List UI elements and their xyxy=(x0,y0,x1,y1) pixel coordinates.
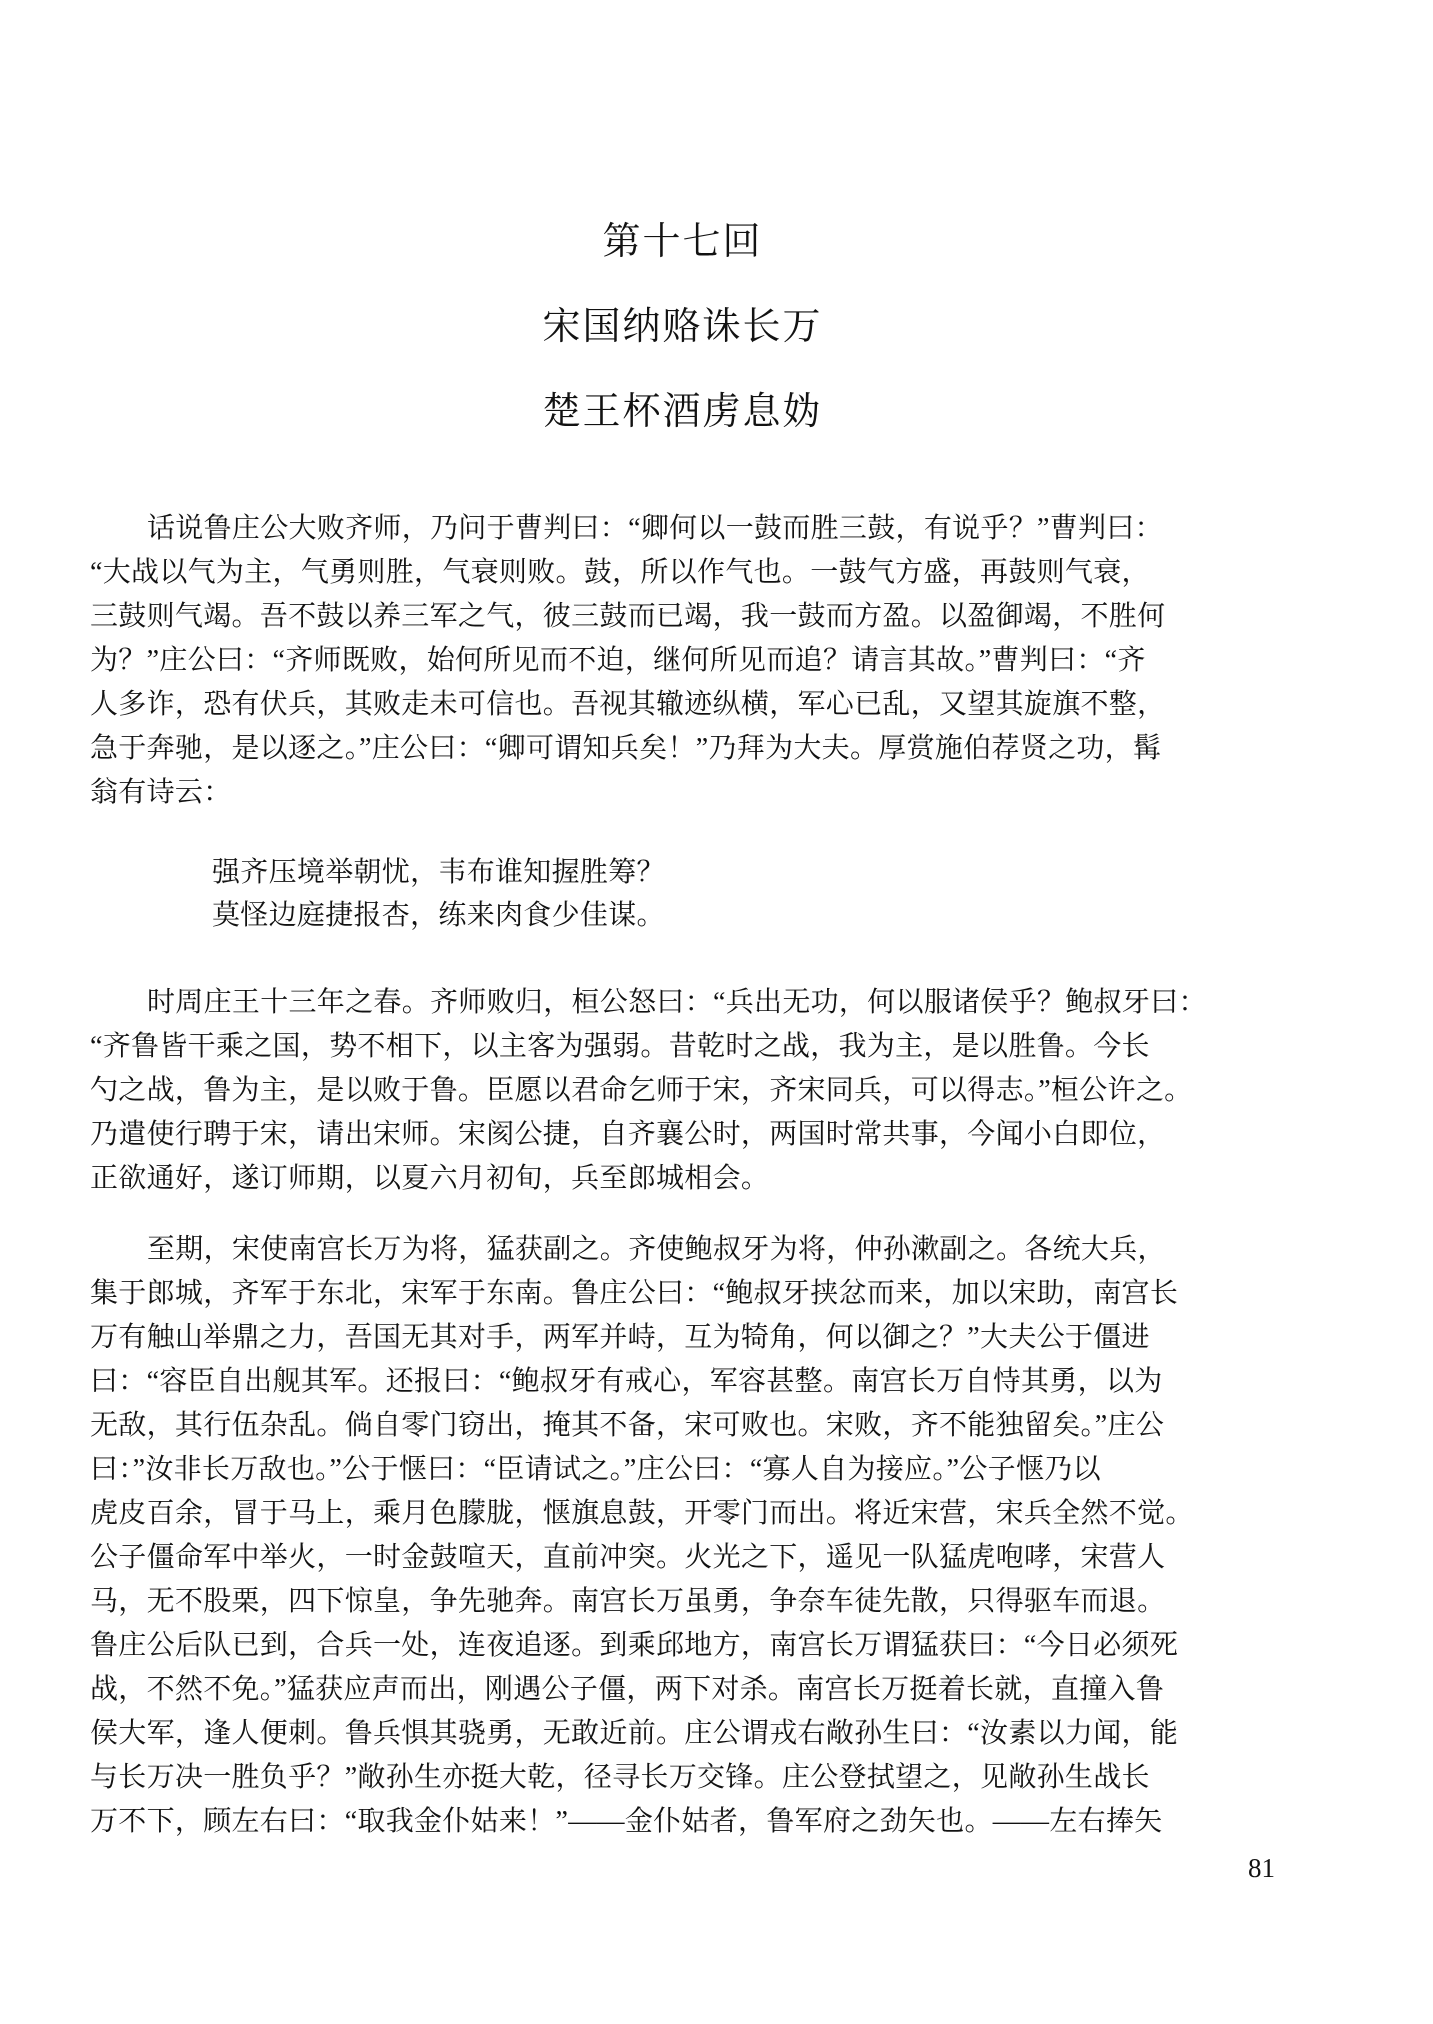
text-line: 无敌，其行伍杂乱。倘自零门窃出，掩其不备，宋可败也。宋败，齐不能独留矣。”庄公 xyxy=(90,1410,1165,1441)
text-line: 战，不然不免。”猛获应声而出，刚遇公子僵，两下对杀。南宫长万挺着长就，直撞入鲁 xyxy=(90,1674,1165,1705)
text-line: 马，无不股栗，四下惊皇，争先驰奔。南宫长万虽勇，争奈车徒先散，只得驱车而退。 xyxy=(90,1586,1166,1617)
text-line: 至期，宋使南宫长万为将，猛获副之。齐使鲍叔牙为将，仲孙漱副之。各统大兵， xyxy=(147,1234,1166,1265)
text-line: 莫怪边庭捷报杏，练来肉食少佳谋。 xyxy=(212,900,665,931)
text-line: 正欲通好，遂订师期，以夏六月初旬，兵至郎城相会。 xyxy=(90,1163,770,1194)
text-line: 曰：“容臣自出舰其军。还报曰：“鲍叔牙有戒心，军容甚整。南宫长万自恃其勇，以为 xyxy=(90,1366,1163,1397)
text-line: “齐鲁皆干乘之国，势不相下，以主客为强弱。昔乾时之战，我为主，是以胜鲁。今长 xyxy=(90,1031,1150,1062)
text-line: 翁有诗云： xyxy=(90,777,232,808)
chapter-heading-block xyxy=(90,0,1275,455)
prose-paragraph xyxy=(90,507,1275,815)
text-line: 乃遣使行聘于宋，请出宋师。宋阂公捷，自齐襄公时，两国时常共事，今闻小白即位， xyxy=(90,1119,1166,1150)
text-line: 为？”庄公曰：“齐师既败，始何所见而不迫，继何所见而追？请言其故。”曹判曰：“齐 xyxy=(90,645,1146,676)
text-line: 与长万决一胜负乎？”敞孙生亦挺大乾，径寻长万交锋。庄公登拭望之，见敞孙生战长 xyxy=(90,1762,1150,1793)
text-line: 鲁庄公后队已到，合兵一处，连夜追逐。到乘邱地方，南宫长万谓猛获曰：“今日必须死 xyxy=(90,1630,1179,1661)
text-line: 万有触山举鼎之力，吾国无其对手，两军并峙，互为犄角，何以御之？”大夫公于僵进 xyxy=(90,1322,1150,1353)
text-line: 公子僵命军中举火，一时金鼓喧天，直前冲突。火光之下，遥见一队猛虎咆哮，宋营人 xyxy=(90,1542,1166,1573)
text-line: 万不下，顾左右曰：“取我金仆姑来！”——金仆姑者，鲁军府之劲矢也。——左右捧矢 xyxy=(90,1806,1163,1837)
text-line: 虎皮百余，冒于马上，乘月色朦胧，惬旗息鼓，开零门而出。将近宋营，宋兵全然不觉。 xyxy=(90,1498,1194,1529)
text-line: 人多诈，恐有伏兵，其败走未可信也。吾视其辙迹纵横，军心已乱，又望其旋旗不整， xyxy=(90,689,1166,720)
prose-paragraph xyxy=(90,981,1275,1201)
text-line: “大战以气为主，气勇则胜，气衰则败。鼓，所以作气也。一鼓气方盛，再鼓则气衰， xyxy=(90,557,1150,588)
body-text xyxy=(90,507,1275,1844)
text-line: 集于郎城，齐军于东北，宋军于东南。鲁庄公曰：“鲍叔牙挟忿而来，加以宋助，南宫长 xyxy=(90,1278,1179,1309)
text-line: 急于奔驰，是以逐之。”庄公曰：“卿可谓知兵矣！”乃拜为大夫。厚赏施伯荐贤之功，髯 xyxy=(90,733,1162,764)
text-line: 时周庄王十三年之春。齐师败归，桓公怒曰：“兵出无功，何以服诸侯乎？鲍叔牙曰： xyxy=(147,987,1207,1018)
chapter-title-line-2: 楚王杯酒虏息妫 xyxy=(542,391,823,433)
text-line: 勺之战，鲁为主，是以败于鲁。臣愿以君命乞师于宋，齐宋同兵，可以得志。”桓公许之。 xyxy=(90,1075,1193,1106)
text-line: 话说鲁庄公大败齐师，乃问于曹判曰：“卿何以一鼓而胜三鼓，有说乎？”曹判曰： xyxy=(147,513,1163,544)
text-line: 三鼓则气竭。吾不鼓以养三军之气，彼三鼓而已竭，我一鼓而方盈。以盈御竭，不胜何 xyxy=(90,601,1166,632)
poem-block xyxy=(90,851,1275,937)
chapter-heading: 第十七回 xyxy=(602,221,763,263)
text-line: 曰：”汝非长万敌也。”公于惬曰：“臣请试之。”庄公曰：“寡人自为接应。”公子惬乃以 xyxy=(90,1454,1101,1485)
text-line: 强齐压境举朝忧，韦布谁知握胜筹？ xyxy=(212,857,665,888)
text-line: 侯大军，逢人便刺。鲁兵惧其骁勇，无敢近前。庄公谓戎右敞孙生曰：“汝素以力闻，能 xyxy=(90,1718,1179,1749)
chapter-title-line-1: 宋国纳赂诛长万 xyxy=(542,306,823,348)
prose-paragraph xyxy=(90,1228,1275,1844)
page-number: 81 xyxy=(1248,1853,1275,1883)
